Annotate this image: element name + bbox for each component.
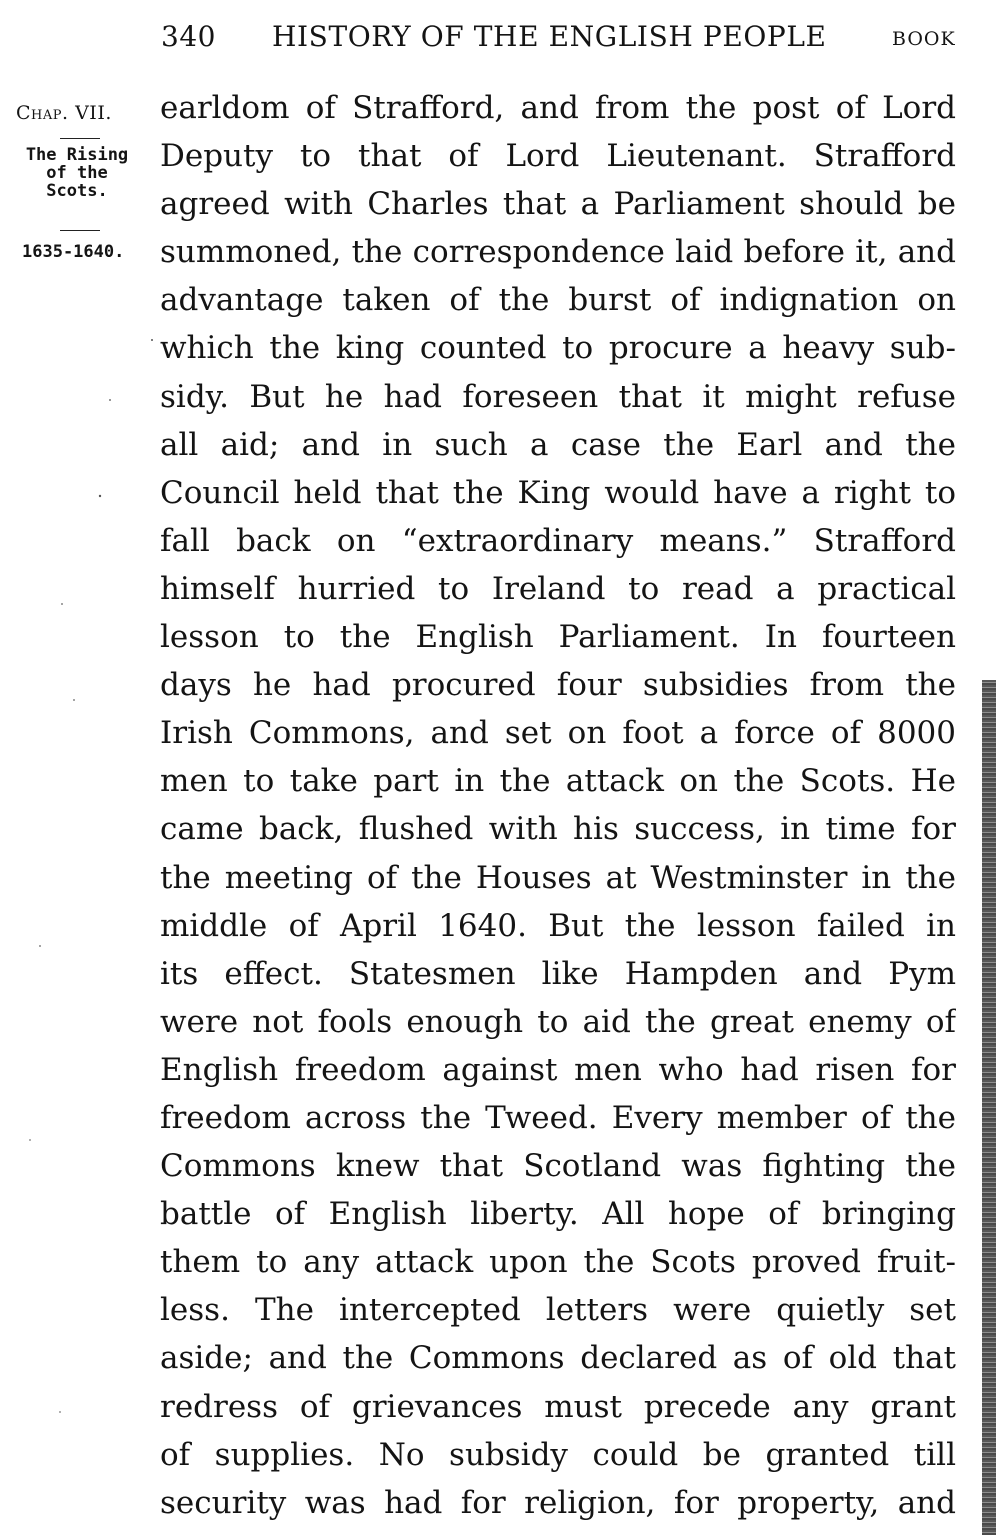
text-line: them to any attack upon the Scots proved fruit- xyxy=(160,1244,956,1281)
sidenote-line: The Rising xyxy=(25,145,129,165)
text-line: came back, flushed with his success, in time for xyxy=(160,811,956,848)
text-line: Irish Commons, and set on foot a force of 8000 xyxy=(160,715,956,752)
text-line: summoned, the correspondence laid before it, and xyxy=(160,234,956,271)
text-line: Commons knew that Scotland was fighting the xyxy=(160,1148,956,1185)
text-line: redress of grievances must precede any grant xyxy=(160,1388,956,1425)
text-line: agreed with Charles that a Parliament should be xyxy=(160,186,956,223)
running-title: HISTORY OF THE ENGLISH PEOPLE xyxy=(272,20,827,53)
speck xyxy=(109,399,111,401)
text-line: Deputy to that of Lord Lieutenant. Strafford xyxy=(160,138,956,175)
text-line: himself hurried to Ireland to read a practical xyxy=(160,570,956,607)
speck xyxy=(99,495,101,497)
text-line: less. The intercepted letters were quietly set xyxy=(160,1292,956,1329)
text-line: were not fools enough to aid the great enemy of xyxy=(160,1003,956,1040)
speck xyxy=(73,699,75,701)
text-line: of supplies. No subsidy could be granted till xyxy=(160,1436,956,1473)
chapter-label: Chap. VII. xyxy=(16,102,112,124)
speck xyxy=(151,339,153,341)
text-line: earldom of Strafford, and from the post of Lord xyxy=(160,90,956,126)
text-line: security was had for religion, for property, and xyxy=(160,1484,956,1521)
sidenote-line: of the xyxy=(46,163,108,183)
text-line: all aid; and in such a case the Earl and the xyxy=(160,426,956,463)
text-line: its effect. Statesmen like Hampden and Pym xyxy=(160,955,956,992)
text-line: which the king counted to procure a heavy sub- xyxy=(160,330,956,367)
body-text xyxy=(160,84,956,1527)
text-line: lesson to the English Parliament. In fourteen xyxy=(160,619,956,656)
text-line: English freedom against men who had risen for xyxy=(160,1051,956,1088)
text-line: sidy. But he had foreseen that it might refuse xyxy=(160,378,956,415)
text-line: days he had procured four subsidies from the xyxy=(160,667,956,704)
speck xyxy=(39,945,41,947)
sidenote-line: Scots. xyxy=(46,181,108,201)
speck xyxy=(59,1411,61,1413)
text-line: men to take part in the attack on the Scots. He xyxy=(160,763,956,800)
text-line: middle of April 1640. But the lesson failed in xyxy=(160,907,956,944)
speck xyxy=(29,1139,31,1141)
text-line: aside; and the Commons declared as of old that xyxy=(160,1340,956,1377)
speck xyxy=(61,603,63,605)
text-line: fall back on “extraordinary means.” Strafford xyxy=(160,522,956,559)
page-edge-shadow xyxy=(982,680,996,1535)
page-number: 340 xyxy=(161,20,216,53)
text-line: battle of English liberty. All hope of bringing xyxy=(160,1196,956,1233)
text-line: Council held that the King would have a right to xyxy=(160,474,956,511)
text-line: the meeting of the Houses at Westminster in the xyxy=(160,859,956,896)
margin-specks xyxy=(0,0,160,1535)
text-line: advantage taken of the burst of indignation on xyxy=(160,282,956,319)
text-line: freedom across the Tweed. Every member of the xyxy=(160,1099,956,1136)
date-range: 1635-1640. xyxy=(22,242,125,262)
book-label: BOOK xyxy=(892,28,956,50)
